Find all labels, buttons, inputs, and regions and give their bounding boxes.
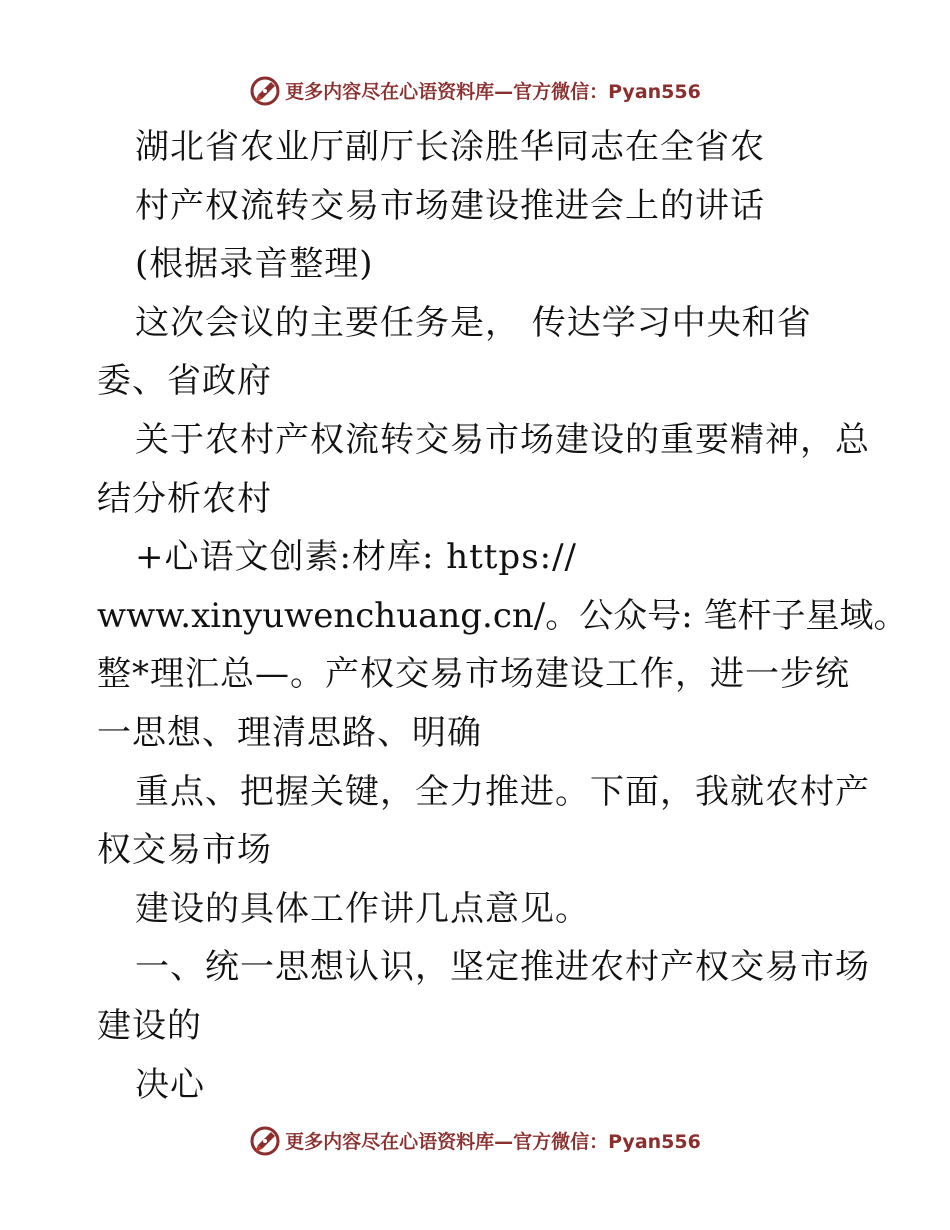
title-line-1: 湖北省农业厅副厅长涂胜华同志在全省农 <box>135 127 765 167</box>
paragraph-line: +心语文创素:材库: https:// <box>135 537 578 578</box>
pen-circle-logo-icon <box>249 73 283 107</box>
paragraph-line: 关于农村产权流转交易市场建设的重要精神，总 <box>135 419 870 460</box>
paragraph-line: 整*理汇总—。产权交易市场建设工作，进一步统 <box>97 654 850 695</box>
paragraph-line: 建设的具体工作讲几点意见。 <box>135 888 590 929</box>
paragraph-line: 委、省政府 <box>97 361 272 402</box>
title-line-2: 村产权流转交易市场建设推进会上的讲话 <box>135 185 765 226</box>
header-watermark-text: 更多内容尽在心语资料库—官方微信：Pyan556 <box>285 80 701 103</box>
footer-watermark-banner <box>0 1120 950 1160</box>
subtitle-note: (根据录音整理) <box>135 244 374 285</box>
paragraph-line: 这次会议的主要任务是， 传达学习中央和省 <box>135 302 812 343</box>
section-heading-line: 建设的 <box>97 1005 202 1046</box>
paragraph-line: 结分析农村 <box>97 478 272 519</box>
header-watermark-banner <box>0 70 950 110</box>
document-body <box>97 118 908 1114</box>
section-heading-line: 决心 <box>135 1064 205 1105</box>
paragraph-line: www.xinyuwenchuang.cn/。公众号: 笔杆子星域。 <box>97 595 908 636</box>
paragraph-line: 一思想、理清思路、明确 <box>97 712 482 753</box>
footer-watermark-text: 更多内容尽在心语资料库—官方微信：Pyan556 <box>285 1130 701 1153</box>
paragraph-line: 重点、把握关键，全力推进。下面，我就农村产 <box>135 771 870 812</box>
section-heading-line: 一、统一思想认识，坚定推进农村产权交易市场 <box>135 947 870 988</box>
paragraph-line: 权交易市场 <box>97 830 272 871</box>
pen-circle-logo-icon <box>249 1123 283 1157</box>
